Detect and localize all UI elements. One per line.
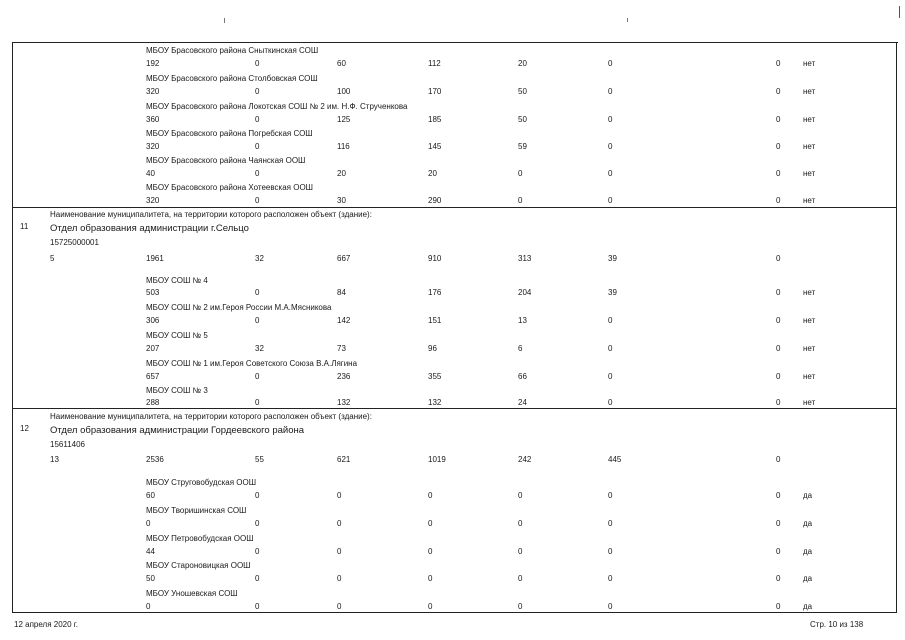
school-value: 40 [146, 169, 155, 178]
school-value: 0 [518, 519, 523, 528]
school-value: 96 [428, 344, 437, 353]
school-value: 44 [146, 547, 155, 556]
school-value: 125 [337, 115, 351, 124]
school-value: 50 [146, 574, 155, 583]
school-value: 0 [608, 142, 613, 151]
school-value: 142 [337, 316, 351, 325]
school-value: 0 [776, 196, 781, 205]
summary-value: 32 [255, 254, 264, 263]
school-value: 59 [518, 142, 527, 151]
summary-value: 0 [776, 455, 781, 464]
school-flag: нет [803, 59, 816, 68]
footer-page-number: Стр. 10 из 138 [810, 620, 864, 629]
school-flag: нет [803, 115, 816, 124]
school-flag: да [803, 574, 813, 583]
school-value: 0 [608, 574, 613, 583]
school-value: 0 [255, 574, 260, 583]
summary-value: 0 [776, 254, 781, 263]
summary-value: 242 [518, 455, 532, 464]
school-value: 0 [776, 398, 781, 407]
school-value: 132 [428, 398, 442, 407]
school-value: 0 [776, 87, 781, 96]
municipality-name: Отдел образования администрации Гордеевского района [50, 425, 305, 436]
summary-value: 621 [337, 455, 351, 464]
school-flag: нет [803, 288, 816, 297]
table-right-border [896, 42, 897, 612]
municipality-code: 15725000001 [50, 238, 99, 247]
school-value: 170 [428, 87, 442, 96]
school-value: 13 [518, 316, 527, 325]
school-value: 60 [337, 59, 346, 68]
school-value: 657 [146, 372, 160, 381]
section-caption: Наименование муниципалитета, на территории которого расположен объект (здание): [50, 412, 372, 421]
school-value: 20 [337, 169, 346, 178]
school-value: 320 [146, 142, 160, 151]
school-name: МБОУ Брасовского района Сныткинская СОШ [146, 46, 319, 55]
school-name: МБОУ Брасовского района Хотеевская ООШ [146, 183, 313, 192]
section-number: 12 [20, 424, 29, 433]
school-name: МБОУ Брасовского района Локотская СОШ № 2 им. Н.Ф. Струченкова [146, 102, 408, 111]
table-top-border [12, 42, 898, 43]
school-value: 39 [608, 288, 617, 297]
school-value: 0 [255, 519, 260, 528]
school-flag: нет [803, 316, 816, 325]
school-value: 204 [518, 288, 532, 297]
school-name: МБОУ СОШ № 5 [146, 331, 208, 340]
school-value: 132 [337, 398, 351, 407]
school-value: 0 [776, 288, 781, 297]
school-flag: нет [803, 372, 816, 381]
school-value: 0 [608, 115, 613, 124]
municipality-name: Отдел образования администрации г.Сельцо [50, 223, 249, 234]
school-value: 236 [337, 372, 351, 381]
school-value: 0 [608, 59, 613, 68]
school-value: 320 [146, 87, 160, 96]
school-value: 0 [518, 196, 523, 205]
school-value: 0 [518, 547, 523, 556]
school-value: 66 [518, 372, 527, 381]
school-name: МБОУ СОШ № 4 [146, 276, 208, 285]
school-value: 0 [255, 196, 260, 205]
summary-value: 667 [337, 254, 351, 263]
school-value: 32 [255, 344, 264, 353]
school-value: 0 [337, 602, 342, 611]
scan-mark [899, 6, 900, 18]
school-value: 0 [428, 547, 433, 556]
school-value: 288 [146, 398, 160, 407]
school-value: 0 [255, 491, 260, 500]
school-value: 0 [776, 344, 781, 353]
school-value: 0 [337, 491, 342, 500]
scan-mark [224, 18, 225, 23]
school-name: МБОУ Уношевская СОШ [146, 589, 238, 598]
table-left-border [12, 42, 13, 612]
school-value: 0 [608, 169, 613, 178]
summary-value: 1961 [146, 254, 164, 263]
school-value: 320 [146, 196, 160, 205]
school-name: МБОУ СОШ № 1 им.Героя Советского Союза В.А.Лягина [146, 359, 358, 368]
school-value: 503 [146, 288, 160, 297]
school-name: МБОУ Творишинская СОШ [146, 506, 247, 515]
school-value: 0 [518, 169, 523, 178]
school-name: МБОУ Староновицкая ООШ [146, 561, 251, 570]
school-value: 0 [608, 602, 613, 611]
school-value: 0 [146, 519, 151, 528]
school-value: 0 [776, 169, 781, 178]
school-value: 112 [428, 59, 441, 68]
school-value: 0 [776, 602, 781, 611]
school-value: 0 [255, 59, 260, 68]
section-divider [12, 207, 897, 208]
school-value: 360 [146, 115, 160, 124]
school-value: 0 [608, 372, 613, 381]
school-flag: да [803, 519, 813, 528]
school-value: 0 [337, 547, 342, 556]
table-bottom-border [12, 612, 897, 613]
footer-date: 12 апреля 2020 г. [14, 620, 78, 629]
school-value: 0 [428, 519, 433, 528]
school-value: 0 [518, 602, 523, 611]
scan-mark [627, 18, 628, 22]
summary-value: 39 [608, 254, 617, 263]
summary-value: 13 [50, 455, 59, 464]
school-value: 30 [337, 196, 346, 205]
summary-value: 910 [428, 254, 442, 263]
school-value: 0 [776, 59, 781, 68]
school-value: 0 [428, 574, 433, 583]
school-value: 84 [337, 288, 346, 297]
school-value: 0 [255, 372, 260, 381]
school-value: 73 [337, 344, 346, 353]
summary-value: 5 [50, 254, 55, 263]
school-value: 100 [337, 87, 351, 96]
school-name: МБОУ Струговобудская ООШ [146, 478, 257, 487]
school-value: 0 [776, 491, 781, 500]
school-value: 6 [518, 344, 523, 353]
school-flag: нет [803, 87, 816, 96]
section-caption: Наименование муниципалитета, на территории которого расположен объект (здание): [50, 210, 372, 219]
school-value: 290 [428, 196, 442, 205]
school-name: МБОУ Петровобудская ООШ [146, 534, 254, 543]
school-flag: нет [803, 142, 816, 151]
section-number: 11 [20, 222, 29, 231]
school-flag: нет [803, 344, 816, 353]
school-value: 0 [776, 372, 781, 381]
school-value: 0 [255, 316, 260, 325]
school-value: 0 [428, 491, 433, 500]
school-flag: да [803, 602, 813, 611]
school-value: 0 [608, 344, 613, 353]
school-name: МБОУ Брасовского района Погребская СОШ [146, 129, 313, 138]
school-value: 145 [428, 142, 442, 151]
school-value: 60 [146, 491, 155, 500]
school-value: 0 [776, 142, 781, 151]
school-value: 0 [776, 547, 781, 556]
school-flag: нет [803, 169, 816, 178]
summary-value: 2536 [146, 455, 164, 464]
summary-value: 1019 [428, 455, 446, 464]
summary-value: 445 [608, 455, 622, 464]
school-value: 0 [518, 491, 523, 500]
school-value: 20 [428, 169, 437, 178]
school-value: 50 [518, 115, 527, 124]
school-value: 0 [776, 519, 781, 528]
school-name: МБОУ Брасовского района Чаянская ООШ [146, 156, 306, 165]
school-value: 0 [608, 519, 613, 528]
school-value: 0 [608, 316, 613, 325]
school-value: 0 [608, 547, 613, 556]
school-value: 0 [255, 398, 260, 407]
school-value: 207 [146, 344, 160, 353]
school-value: 116 [337, 142, 350, 151]
school-value: 176 [428, 288, 442, 297]
school-value: 306 [146, 316, 160, 325]
school-value: 0 [608, 87, 613, 96]
school-value: 185 [428, 115, 442, 124]
school-value: 0 [255, 288, 260, 297]
school-value: 0 [337, 519, 342, 528]
school-value: 0 [255, 602, 260, 611]
school-value: 192 [146, 59, 160, 68]
school-name: МБОУ СОШ № 2 им.Героя России М.А.Мясникова [146, 303, 332, 312]
municipality-code: 15611406 [50, 440, 85, 449]
school-value: 0 [776, 574, 781, 583]
school-flag: да [803, 547, 813, 556]
summary-value: 55 [255, 455, 264, 464]
school-value: 151 [428, 316, 442, 325]
school-flag: нет [803, 196, 816, 205]
school-value: 0 [608, 196, 613, 205]
summary-value: 313 [518, 254, 532, 263]
school-value: 50 [518, 87, 527, 96]
section-divider [12, 408, 897, 409]
school-value: 0 [255, 87, 260, 96]
school-value: 355 [428, 372, 442, 381]
school-value: 20 [518, 59, 527, 68]
school-value: 0 [337, 574, 342, 583]
school-value: 0 [255, 547, 260, 556]
school-value: 0 [518, 574, 523, 583]
school-value: 0 [428, 602, 433, 611]
school-name: МБОУ СОШ № 3 [146, 386, 208, 395]
school-name: МБОУ Брасовского района Столбовская СОШ [146, 74, 318, 83]
school-flag: нет [803, 398, 816, 407]
school-value: 0 [255, 142, 260, 151]
school-value: 0 [608, 398, 613, 407]
school-value: 0 [255, 169, 260, 178]
school-value: 0 [608, 491, 613, 500]
school-value: 0 [776, 115, 781, 124]
school-value: 0 [255, 115, 260, 124]
school-value: 24 [518, 398, 527, 407]
school-value: 0 [776, 316, 781, 325]
school-value: 0 [146, 602, 151, 611]
school-flag: да [803, 491, 813, 500]
